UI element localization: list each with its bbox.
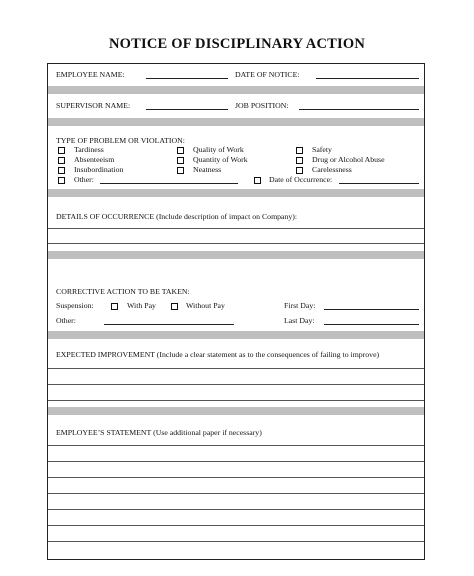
suspension-label: Suspension:	[56, 301, 94, 310]
tardiness-label: Tardiness	[74, 145, 104, 154]
statement-line[interactable]	[48, 493, 424, 494]
date-of-occurrence-label: Date of Occurrence:	[269, 175, 333, 184]
quantity-of-work-label: Quantity of Work	[193, 155, 248, 164]
statement-line[interactable]	[48, 525, 424, 526]
improvement-line[interactable]	[48, 368, 424, 369]
quantity-of-work-checkbox[interactable]	[177, 157, 184, 164]
improvement-line[interactable]	[48, 400, 424, 401]
details-heading: DETAILS OF OCCURRENCE (Include description of impact on Company):	[56, 212, 298, 221]
other-problem-field[interactable]	[100, 183, 238, 184]
job-position-field[interactable]	[299, 109, 419, 110]
problem-heading: TYPE OF PROBLEM OR VIOLATION:	[56, 136, 185, 145]
insubordination-label: Insubordination	[74, 165, 124, 174]
supervisor-name-field[interactable]	[146, 109, 228, 110]
with-pay-checkbox[interactable]	[111, 303, 118, 310]
date-of-occurrence-checkbox[interactable]	[254, 177, 261, 184]
employee-name-field[interactable]	[146, 78, 228, 79]
details-line[interactable]	[48, 243, 424, 244]
form-title: NOTICE OF DISCIPLINARY ACTION	[109, 36, 365, 52]
first-day-field[interactable]	[324, 309, 419, 310]
improvement-line[interactable]	[48, 384, 424, 385]
carelessness-label: Carelessness	[312, 165, 352, 174]
first-day-label: First Day:	[284, 301, 316, 310]
section-divider	[48, 331, 424, 339]
corrective-heading: CORRECTIVE ACTION TO BE TAKEN:	[56, 287, 190, 296]
statement-line[interactable]	[48, 461, 424, 462]
quality-of-work-label: Quality of Work	[193, 145, 244, 154]
statement-line[interactable]	[48, 509, 424, 510]
neatness-label: Neatness	[193, 165, 222, 174]
statement-heading: EMPLOYEE’S STATEMENT (Use additional paper if necessary)	[56, 428, 262, 437]
without-pay-label: Without Pay	[186, 301, 225, 310]
without-pay-checkbox[interactable]	[171, 303, 178, 310]
corrective-other-field[interactable]	[104, 324, 234, 325]
absenteeism-label: Absenteeism	[74, 155, 115, 164]
date-of-notice-field[interactable]	[316, 78, 419, 79]
corrective-other-label: Other:	[56, 316, 76, 325]
employee-name-label: EMPLOYEE NAME:	[56, 70, 125, 79]
last-day-field[interactable]	[324, 324, 419, 325]
carelessness-checkbox[interactable]	[296, 167, 303, 174]
neatness-checkbox[interactable]	[177, 167, 184, 174]
insubordination-checkbox[interactable]	[58, 167, 65, 174]
statement-line[interactable]	[48, 477, 424, 478]
statement-line[interactable]	[48, 445, 424, 446]
tardiness-checkbox[interactable]	[58, 147, 65, 154]
section-divider	[48, 407, 424, 415]
statement-line[interactable]	[48, 541, 424, 542]
safety-label: Safety	[312, 145, 332, 154]
improvement-heading: EXPECTED IMPROVEMENT (Include a clear statement as to the consequences of failing to improve)	[56, 350, 380, 359]
section-divider	[48, 251, 424, 259]
section-divider	[48, 189, 424, 197]
job-position-label: JOB POSITION:	[235, 101, 289, 110]
other-problem-label: Other:	[74, 175, 94, 184]
safety-checkbox[interactable]	[296, 147, 303, 154]
details-line[interactable]	[48, 228, 424, 229]
with-pay-label: With Pay	[127, 301, 156, 310]
date-of-occurrence-field[interactable]	[339, 183, 419, 184]
quality-of-work-checkbox[interactable]	[177, 147, 184, 154]
date-of-notice-label: DATE OF NOTICE:	[235, 70, 300, 79]
section-divider	[48, 86, 424, 94]
section-divider	[48, 118, 424, 126]
drug-alcohol-checkbox[interactable]	[296, 157, 303, 164]
absenteeism-checkbox[interactable]	[58, 157, 65, 164]
other-problem-checkbox[interactable]	[58, 177, 65, 184]
supervisor-name-label: SUPERVISOR NAME:	[56, 101, 131, 110]
disciplinary-form	[47, 63, 425, 560]
drug-alcohol-label: Drug or Alcohol Abuse	[312, 155, 385, 164]
last-day-label: Last Day:	[284, 316, 315, 325]
